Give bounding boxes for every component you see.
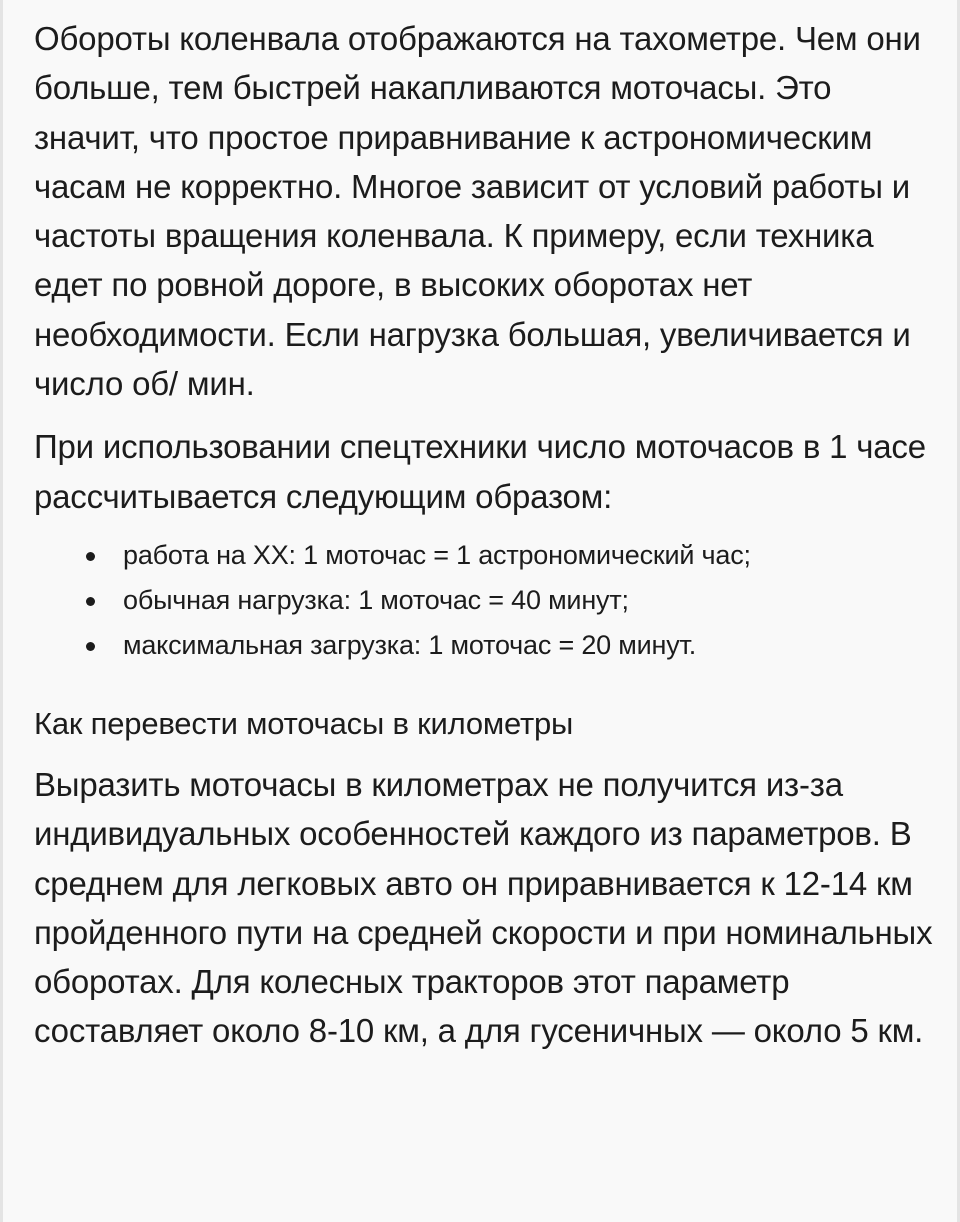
list-item bbox=[86, 578, 934, 623]
list-item bbox=[86, 533, 934, 578]
paragraph-kilometers: Выразить моточасы в километрах не получится из-за индивидуальных особенностей каждого из параметров. В среднем для легковых авто он приравнивается к 12-14 км пройденного пути на средней скорости и при номинальных оборотах. Для колесных тракторов этот параметр составляет около 8-10 км, а для гусеничных — около 5 км. bbox=[34, 765, 933, 1050]
list-item-text: обычная нагрузка: 1 моточас = 40 минут; bbox=[123, 584, 629, 615]
bullet-icon bbox=[86, 552, 95, 561]
bullet-icon bbox=[86, 597, 95, 606]
list-item bbox=[86, 623, 934, 668]
article-body bbox=[34, 14, 934, 1056]
list-item-text: работа на ХХ: 1 моточас = 1 астрономический час; bbox=[123, 539, 751, 570]
engine-hours-list bbox=[34, 533, 934, 668]
bullet-icon bbox=[86, 642, 95, 651]
list-item-text: максимальная загрузка: 1 моточас = 20 минут. bbox=[123, 629, 696, 660]
page-border-left bbox=[0, 0, 3, 1222]
paragraph-special-machinery: При использовании спецтехники число моточасов в 1 часе рассчитывается следующим образом: bbox=[34, 428, 926, 515]
paragraph-tachometer: Обороты коленвала отображаются на тахометре. Чем они больше, тем быстрей накапливаются моточасы. Это значит, что простое приравнивание к астрономическим часам не корректно. Многое зависит от условий работы и частоты вращения коленвала. К примеру, если техника едет по ровной дороге, в высоких оборотах нет необходимости. Если нагрузка большая, увеличивается и число об/ мин. bbox=[34, 20, 921, 403]
section-heading: Как перевести моточасы в километры bbox=[34, 705, 574, 741]
